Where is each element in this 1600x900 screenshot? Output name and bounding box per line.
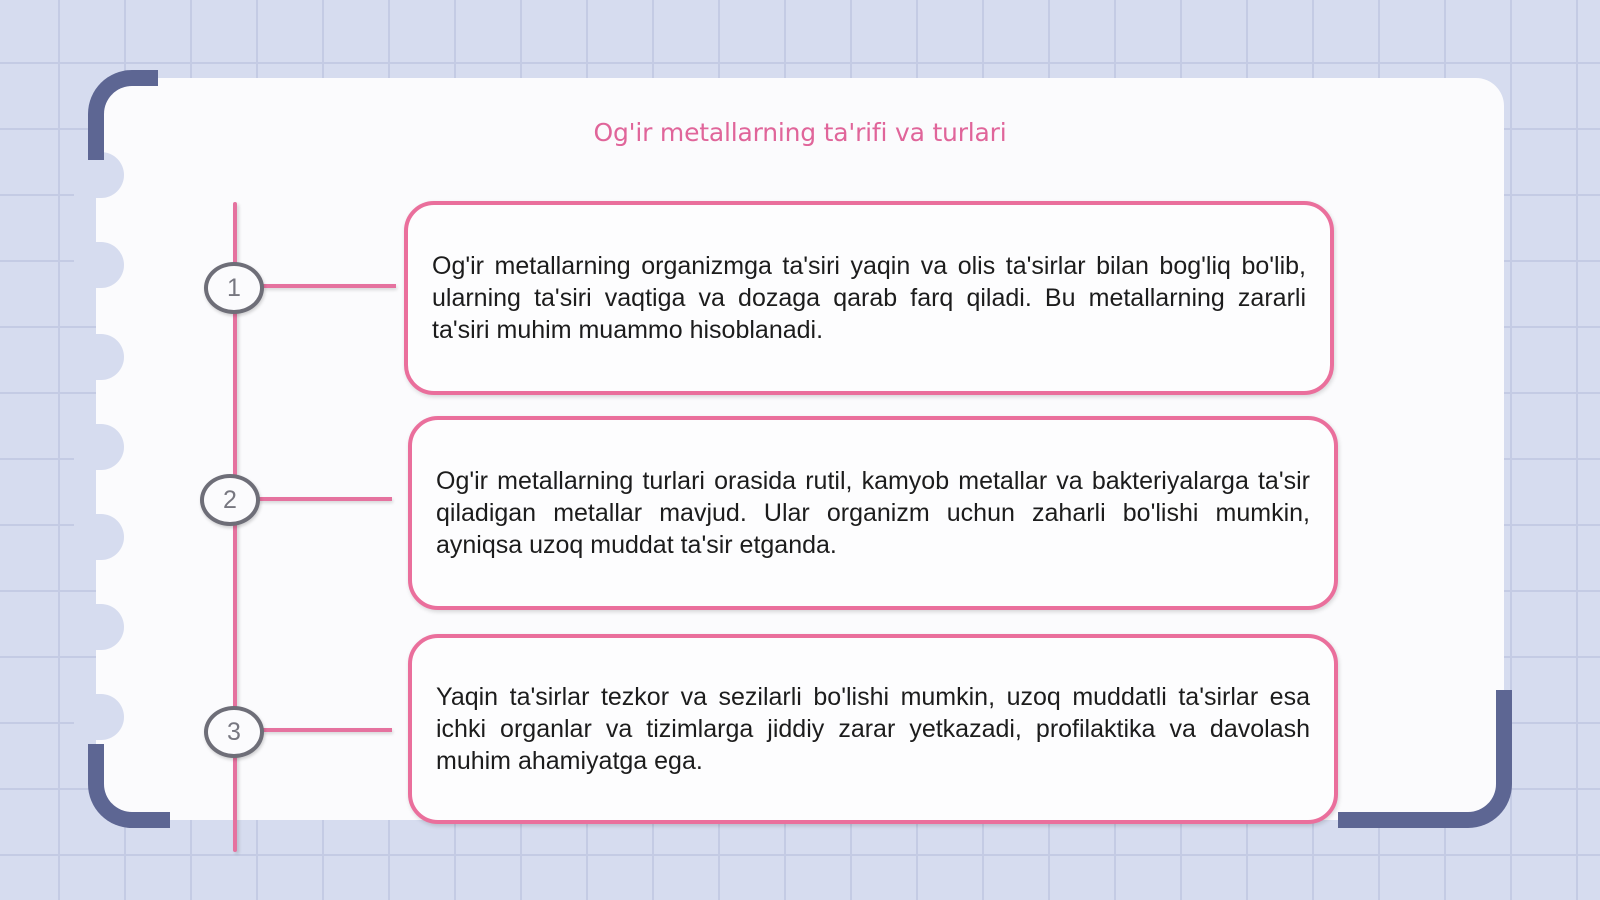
notebook-scallop: [74, 334, 124, 380]
notebook-scallop: [74, 242, 124, 288]
step-number-1: 1: [204, 262, 264, 314]
connector-line-1: [262, 284, 396, 288]
step-number-2: 2: [200, 474, 260, 526]
notebook-scallop: [74, 514, 124, 560]
slide-title: Og'ir metallarning ta'rifi va turlari: [593, 118, 1007, 147]
info-card-text: Og'ir metallarning turlari orasida rutil, kamyob metallar va bakteriyalarga ta'sir qiladigan metallar mavjud. Ular organizm uchun zaharli bo'lishi mumkin, ayniqsa uzoq muddat ta'sir etganda.: [436, 467, 1310, 559]
info-card-text: Yaqin ta'sirlar tezkor va sezilarli bo'lishi mumkin, uzoq muddatli ta'sirlar esa ichki organlar va tizimlarga jiddiy zarar yetkazadi, profilaktika va davolash muhim ahamiyatga ega.: [436, 683, 1310, 775]
corner-bracket-bottom-right: [1338, 690, 1512, 828]
corner-bracket-top-left: [88, 70, 158, 160]
step-number-3: 3: [204, 706, 264, 758]
connector-line-3: [262, 728, 392, 732]
info-card-2: [408, 416, 1338, 610]
corner-bracket-bottom-left: [88, 744, 170, 828]
connector-line-2: [258, 497, 392, 501]
notebook-scallop: [74, 694, 124, 740]
notebook-scallop: [74, 604, 124, 650]
info-card-text: Og'ir metallarning organizmga ta'siri yaqin va olis ta'sirlar bilan bog'liq bo'lib, ularning ta'siri vaqtiga va dozaga qarab farq qiladi. Bu metallarning zararli ta'siri muhim muammo hisoblanadi.: [432, 252, 1306, 344]
info-card-3: [408, 634, 1338, 824]
info-card-1: [404, 201, 1334, 395]
notebook-scallop: [74, 424, 124, 470]
